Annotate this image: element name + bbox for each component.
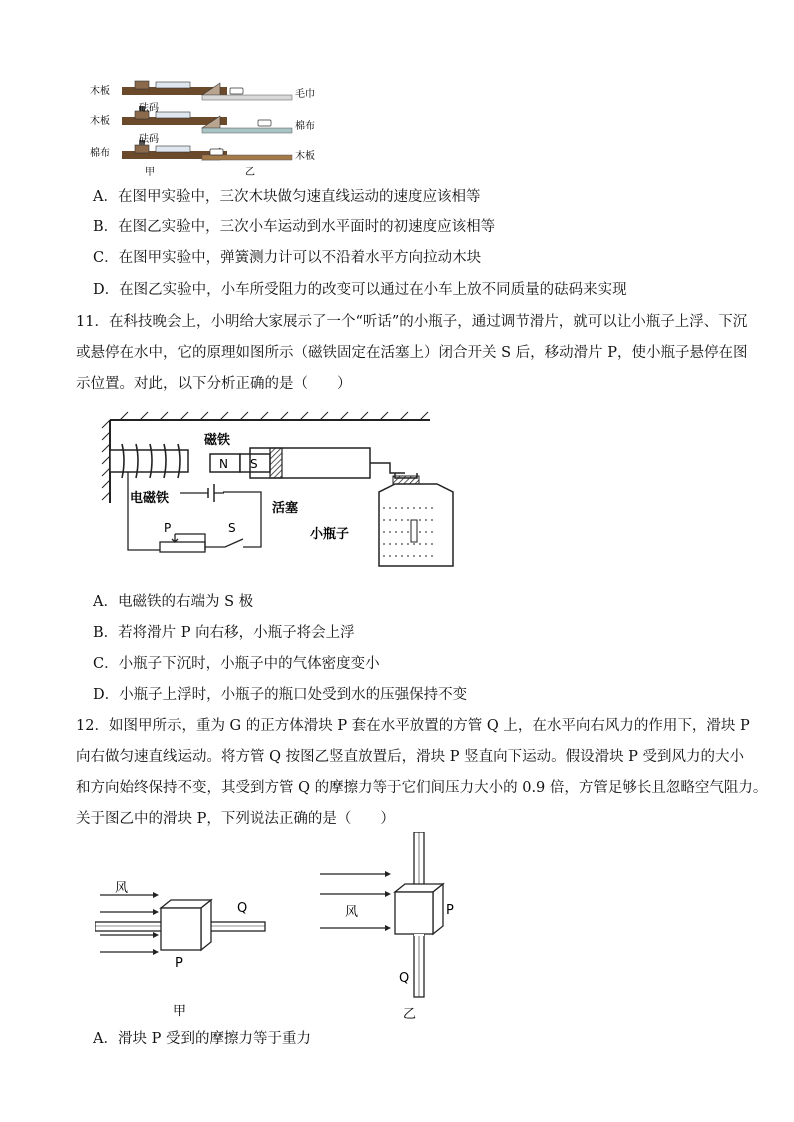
circuit xyxy=(128,472,261,552)
q10-label-row3-left: 棉布 xyxy=(90,148,110,159)
q12-stem-line-3: 和方向始终保持不变，其受到方管 Q 的摩擦力等于它们间压力大小的 0.9 倍，方管足够长且忽略空气阻力。 xyxy=(76,780,768,796)
label-bottle: 小瓶子 xyxy=(310,527,350,542)
q10-label-weight-1: 砝码 xyxy=(139,103,159,114)
q11-option-b: B．若将滑片 P 向右移，小瓶子将会上浮 xyxy=(93,625,355,641)
wall xyxy=(102,420,110,503)
label-pole-s: S xyxy=(250,457,258,471)
label-piston: 活塞 xyxy=(272,501,299,516)
q11-stem-line-2: 或悬停在水中，它的原理如图所示（磁铁固定在活塞上）闭合开关 S 后，移动滑片 P，使小瓶子悬停在图 xyxy=(76,345,748,361)
q12-caption-yi: 乙 xyxy=(403,1007,417,1022)
q12-stem-line-2: 向右做匀速直线运动。将方管 Q 按图乙竖直放置后，滑块 P 竖直向下运动。假设滑块 P 受到风力的大小 xyxy=(76,749,745,765)
wind-arrows-right xyxy=(320,871,391,931)
electromagnet xyxy=(110,444,188,478)
q12-label-wind-left: 风 xyxy=(115,881,129,896)
label-magnet: 磁铁 xyxy=(204,433,231,448)
q11-option-c: C．小瓶子下沉时，小瓶子中的气体密度变小 xyxy=(93,656,380,672)
q10-option-c: C．在图甲实验中，弹簧测力计可以不沿着水平方向拉动木块 xyxy=(93,250,482,266)
q10-yi-row-3 xyxy=(202,148,292,160)
label-electromagnet: 电磁铁 xyxy=(130,491,170,506)
q11-figure xyxy=(100,408,460,580)
q12-figure-yi xyxy=(315,832,465,1024)
q10-label-row3-right: 木板 xyxy=(295,151,315,162)
q11-stem-line-3: 示位置。对此，以下分析正确的是（ ） xyxy=(76,376,352,392)
bottle xyxy=(379,473,453,566)
q12-option-a: A．滑块 P 受到的摩擦力等于重力 xyxy=(93,1031,311,1047)
q11-option-a: A．电磁铁的右端为 S 极 xyxy=(93,594,254,610)
q10-option-d: D．在图乙实验中，小车所受阻力的改变可以通过在小车上放不同质量的砝码来实现 xyxy=(93,282,627,298)
q10-caption-jia: 甲 xyxy=(145,167,155,178)
q10-label-row1-right: 毛巾 xyxy=(295,89,315,100)
q10-option-b: B．在图乙实验中，三次小车运动到水平面时的初速度应该相等 xyxy=(93,219,496,235)
q11-option-d: D．小瓶子上浮时，小瓶子的瓶口处受到水的压强保持不变 xyxy=(93,687,468,703)
q10-label-row2-right: 棉布 xyxy=(295,121,315,132)
q12-stem-line-1: 12．如图甲所示，重为 G 的正方体滑块 P 套在水平放置的方管 Q 上，在水平向右风力的作用下，滑块 P xyxy=(76,718,750,734)
q12-stem-line-4: 关于图乙中的滑块 P，下列说法正确的是（ ） xyxy=(76,811,395,827)
q10-label-row2-left: 木板 xyxy=(90,116,110,127)
q12-figure-jia xyxy=(95,870,280,1020)
ceiling xyxy=(110,412,430,420)
label-pole-n: N xyxy=(219,457,228,471)
q10-label-row1-left: 木板 xyxy=(90,86,110,97)
magnet-piston xyxy=(210,448,405,478)
slider-p-left xyxy=(161,900,211,950)
q10-label-weight-2: 砝码 xyxy=(139,134,159,145)
label-slider-p: P xyxy=(164,521,172,535)
q12-label-wind-right: 风 xyxy=(345,905,359,920)
q12-caption-jia: 甲 xyxy=(173,1004,187,1019)
q10-yi-row-1 xyxy=(202,83,292,100)
q11-stem-line-1: 11．在科技晚会上，小明给大家展示了一个“听话”的小瓶子，通过调节滑片，就可以让小瓶子上浮、下沉 xyxy=(76,314,748,330)
q12-label-p-left: P xyxy=(175,956,183,971)
label-switch-s: S xyxy=(228,521,236,535)
q10-option-a: A．在图甲实验中，三次木块做匀速直线运动的速度应该相等 xyxy=(93,189,481,205)
q12-label-q-right: Q xyxy=(399,971,410,986)
q10-caption-yi: 乙 xyxy=(245,167,255,178)
q12-label-q-left: Q xyxy=(237,901,248,916)
q12-label-p-right: P xyxy=(446,903,454,918)
slider-p-right xyxy=(395,884,443,936)
q10-figure xyxy=(90,75,330,180)
